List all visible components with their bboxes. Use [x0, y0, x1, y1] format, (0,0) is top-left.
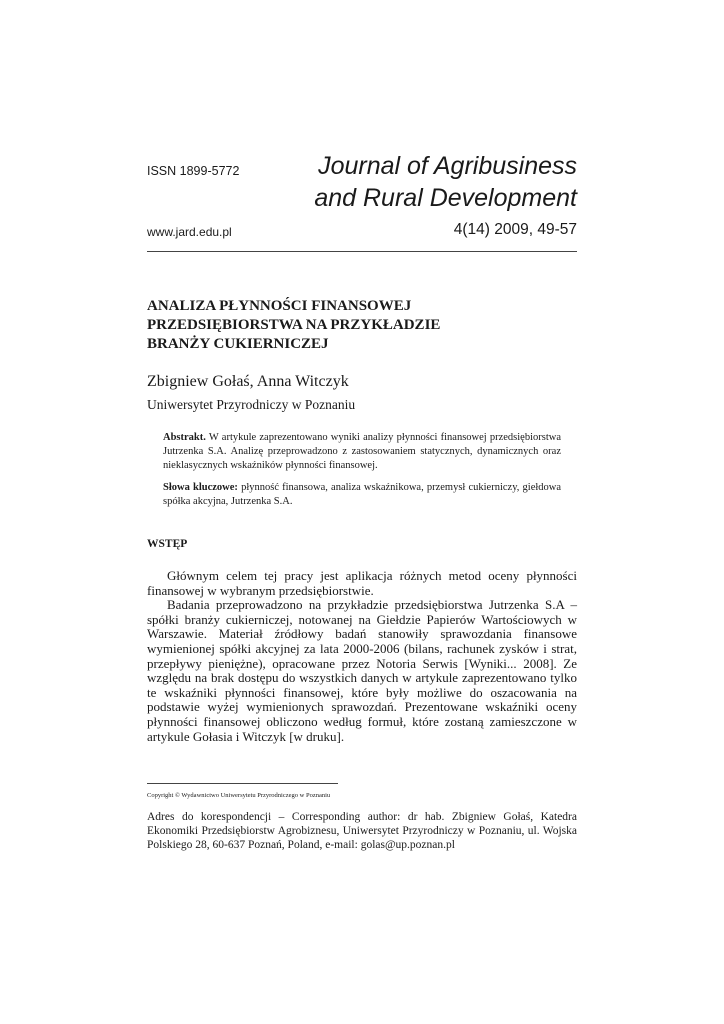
paragraph-2: Badania przeprowadzono na przykładzie przedsiębiorstwa Jutrzenka S.A – spółki branży cukierniczej, notowanej na Giełdzie Papierów Wartościowych w Warszawie. Materiał źródłowy badań stanowiły sprawozdania finansowe wymienionej spółki akcyjnej za lata 2000-2006 (bilans, rachunek zysków i strat, przepływy pieniężne), opracowane przez Notoria Serwis [Wyniki... 2008]. Ze względu na brak dostępu do wszystkich danych w artykule zaprezentowano tylko te wskaźniki płynności finansowej, które były możliwe do oszacowania na podstawie wyżej wymienionych sprawozdań. Prezentowane wskaźniki oceny płynności finansowej obliczono według formuł, które zostaną zamieszczone w artykule Gołasia i Witczyk [w druku].	[147, 597, 577, 744]
footnote-rule	[147, 783, 338, 784]
paragraph-1: Głównym celem tej pracy jest aplikacja różnych metod oceny płynności finansowej w wybranym przedsiębiorstwie.	[147, 568, 577, 598]
keywords	[163, 481, 561, 509]
affiliation: Uniwersytet Przyrodniczy w Poznaniu	[147, 397, 356, 412]
keywords-text: płynność finansowa, analiza wskaźnikowa, przemysł cukierniczy, giełdowa spółka akcyjna, Jutrzenka S.A.	[163, 482, 562, 507]
journal-title-line2: and Rural Development	[314, 184, 577, 212]
journal-title	[300, 150, 577, 214]
article-title	[147, 297, 577, 354]
issn-number: ISSN 1899-5772	[147, 164, 240, 178]
authors: Zbigniew Gołaś, Anna Witczyk	[147, 373, 349, 390]
abstract-text: W artykule zaprezentowano wyniki analizy płynności finansowej przedsiębiorstwa Jutrzenka S.A. Analizę przeprowadzono z zastosowaniem statycznych, dynamicznych oraz nieklasycznych wskaźników płynności finansowej.	[163, 432, 562, 471]
header-rule	[147, 251, 577, 252]
copyright-notice: Copyright © Wydawnictwo Uniwersytetu Przyrodniczego w Poznaniu	[147, 792, 331, 799]
journal-title-line1: Journal of Agribusiness	[318, 152, 577, 180]
title-line3: BRANŻY CUKIERNICZEJ	[147, 336, 329, 352]
title-line1: ANALIZA PŁYNNOŚCI FINANSOWEJ	[147, 298, 412, 314]
abstract	[163, 431, 561, 473]
section-body	[147, 569, 577, 744]
section-heading: WSTĘP	[147, 538, 188, 550]
correspondence-address: Adres do korespondencji – Corresponding author: dr hab. Zbigniew Gołaś, Katedra Ekonomiki Przedsiębiorstw Agrobiznesu, Uniwersytet Przyrodniczy w Poznaniu, ul. Wojska Polskiego 28, 60-637 Poznań, Poland, e-mail: golas@up.poznan.pl	[147, 811, 577, 851]
volume-pages: 4(14) 2009, 49-57	[453, 221, 577, 238]
title-line2: PRZEDSIĘBIORSTWA NA PRZYKŁADZIE	[147, 317, 441, 333]
journal-url: www.jard.edu.pl	[147, 225, 232, 239]
keywords-label: Słowa kluczowe:	[163, 482, 238, 493]
abstract-label: Abstrakt.	[163, 432, 206, 443]
